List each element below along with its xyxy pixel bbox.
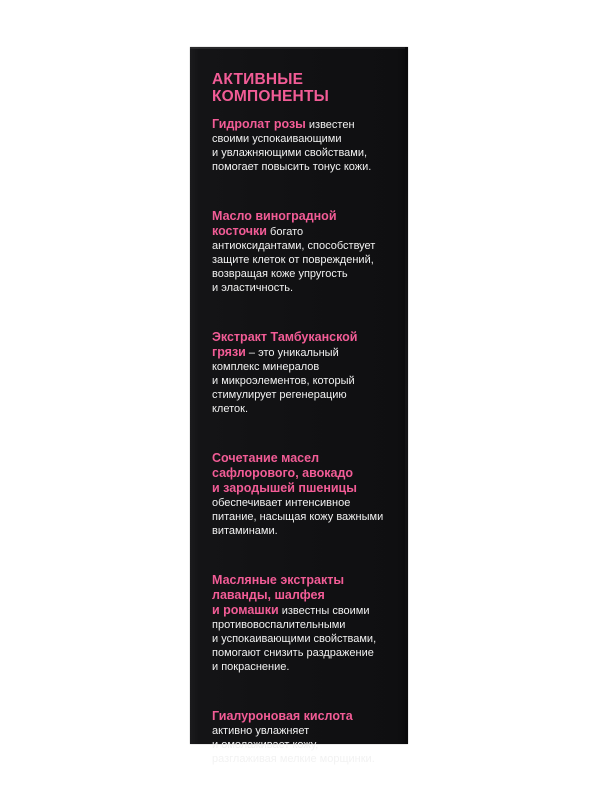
ingredient-name: Гидролат розы: [212, 117, 306, 131]
ingredient-description: активно увлажняет и омолаживает кожу, разглаживая мелкие морщинки.: [212, 725, 375, 765]
ingredient-block-tambukan-mud: [212, 330, 408, 416]
ingredient-description: богато антиоксидантами, способствует защите клеток от повреждений, возвращая коже упругость и эластичность.: [212, 226, 376, 294]
ingredient-block-herbal-extracts: [212, 573, 408, 674]
ingredient-block-grape-seed-oil: [212, 209, 408, 295]
ingredient-name: Масло виноградной косточки: [212, 209, 337, 238]
ingredient-description: обеспечивает интенсивное питание, насыщая кожу важными витаминами.: [212, 497, 384, 537]
box-top-edge: [190, 47, 408, 49]
ingredient-name: Экстракт Тамбуканской грязи: [212, 330, 358, 359]
ingredient-block-rose-hydrolate: [212, 117, 408, 174]
ingredient-name: Сочетание масел сафлорового, авокадо и зародышей пшеницы: [212, 451, 357, 495]
ingredient-block-oil-blend: [212, 451, 408, 538]
ingredient-block-hyaluronic-acid: [212, 709, 408, 766]
ingredient-description: – это уникальный комплекс минералов и микроэлементов, который стимулирует регенерацию клеток.: [212, 347, 355, 415]
ingredient-name: Масляные экстракты лаванды, шалфея и ромашки: [212, 573, 345, 617]
ingredient-description: известен своими успокаивающими и увлажняющими свойствами, помогает повысить тонус кожи.: [212, 119, 372, 173]
ingredient-description: известны своими противовоспалительными и успокаивающими свойствами, помогают снизить раздражение и покраснение.: [212, 605, 377, 673]
product-box-side-panel: [190, 47, 408, 765]
ingredient-name: Гиалуроновая кислота: [212, 709, 353, 723]
ingredients-content: [212, 71, 408, 800]
active-components-heading: АКТИВНЫЕ КОМПОНЕНТЫ: [212, 71, 329, 105]
